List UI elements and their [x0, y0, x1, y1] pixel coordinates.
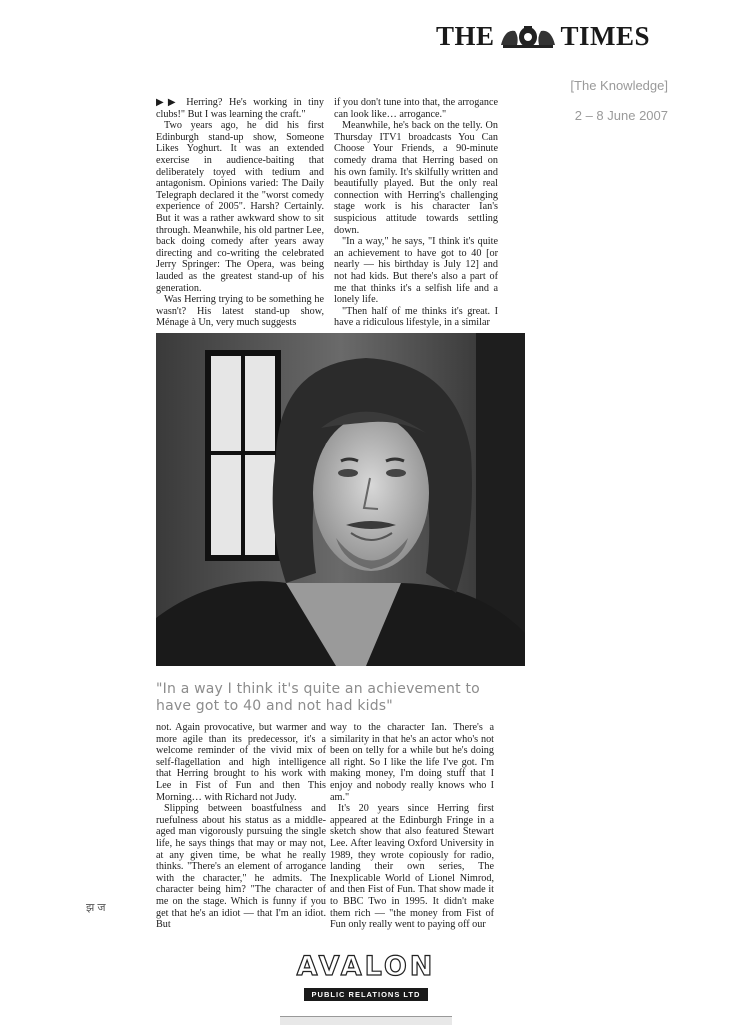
issue-date: 2 – 8 June 2007 — [574, 108, 668, 123]
masthead-left: THE — [436, 20, 495, 51]
paragraph: Two years ago, he did his first Edinburgh stand-up show, Someone Likes Yoghurt. It was an extended exercise in audience-baiting that deliberately toyed with tedium and antagonism. Opinions varied: The Daily Telegraph declared it the "worst comedy experience of 2005". Harsh? Certainly. But it was a rather awkward show to sit through. Meanwhile, his old partner Lee, back doing comedy after years away directing and co-writing the celebrated Jerry Springer: The Opera, was being lauded as the greatest stand-up of his generation. — [156, 120, 324, 294]
portrait-photo — [156, 333, 525, 666]
paragraph: not. Again provocative, but warmer and more agile than its predecessor, it's a welcome reminder of the vivid mix of self-flagellation and high intelligence that Herring brought to his work with Lee in Fist of Fun and then This Morning… with Richard not Judy. — [156, 722, 326, 803]
paragraph: way to the character Ian. There's a similarity in that he's an actor who's not been on telly for a while but he's doing all right. So I like the life I've got. I'm making money, I'm doing stuff that I enjoy and nobody really knows who I am." — [330, 722, 494, 803]
handwritten-margin-mark: झ ज — [86, 902, 106, 914]
logo-name: AVALON — [296, 951, 436, 982]
newspaper-masthead — [436, 20, 668, 52]
pr-agency-logo — [278, 952, 454, 1001]
paragraph: It's 20 years since Herring first appeared at the Edinburgh Fringe in a sketch show that also featured Stewart Lee. After leaving Oxford University in 1989, they wrote copiously for radio, landing their own series, The Inexplicable World of Lionel Nimrod, and then Fist of Fun. That show made it to BBC Two in 1995. It didn't make them rich — "the money from Fist of Fun only really went to paying off our — [330, 803, 494, 931]
masthead-right: TIMES — [560, 20, 651, 51]
paragraph: ▶▶ Herring? He's working in tiny clubs!" But I was learning the craft." — [156, 97, 324, 120]
paragraph: if you don't tune into that, the arrogance can look like… arrogance." — [334, 97, 498, 120]
article-column-bottom-left — [156, 722, 326, 932]
logo-subtitle: PUBLIC RELATIONS LTD — [304, 988, 429, 1001]
paragraph: Meanwhile, he's back on the telly. On Thursday ITV1 broadcasts You Can Choose Your Friends, a 90-minute comedy drama that Herring based on his own family. It's skilfully written and beautifully played. But the only real connection with Herring's challenging stage work is his character Ian's suspicious attitude towards settling down. — [334, 120, 498, 236]
paragraph: "In a way," he says, "I think it's quite an achievement to have got to 40 [or nearly — his birthday is July 12] and not had kids. But there's also a part of me that thinks it's a selfish life and a lonely life. — [334, 236, 498, 306]
section-tag: [The Knowledge] — [570, 78, 668, 93]
royal-coat-of-arms-icon — [497, 23, 559, 49]
article-column-top-left — [156, 97, 324, 329]
scan-edge-divider — [280, 1016, 452, 1025]
article-column-bottom-right — [330, 722, 494, 932]
paragraph: Was Herring trying to be something he wasn't? His latest stand-up show, Ménage à Un, very much suggests — [156, 294, 324, 329]
paragraph: "Then half of me thinks it's great. I have a ridiculous lifestyle, in a similar — [334, 305, 498, 329]
paragraph: Slipping between boastfulness and ruefulness about his status as a middle-aged man vigorously pursuing the single life, he says things that may or may not, at any given time, be what he really thinks. "There's an element of arrogance with the character," he admits. The character being him? "The character of me on the stage. Which is funny if you get that he's an idiot — that I'm an idiot. But — [156, 803, 326, 931]
article-column-top-right — [334, 97, 498, 329]
pull-quote: "In a way I think it's quite an achievement to have got to 40 and not had kids" — [156, 681, 480, 714]
